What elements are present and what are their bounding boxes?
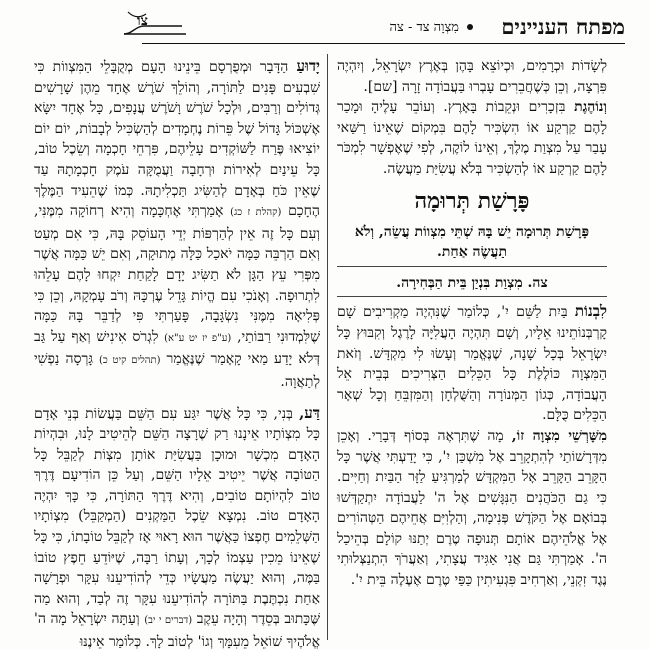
right-column (337, 56, 607, 591)
paragraph-lead: וְנוֹהֶגֶת (574, 99, 607, 116)
mitzvah-title: צה. מִצְוַת בִּנְיַן בֵּית הַבְּחִירָה. (396, 274, 548, 291)
page-number: צו (137, 13, 148, 29)
paragraph-text: בִּזְכָרִים וּנְקֵבוֹת בָּאָרֶץ. וְעוֹבֵר עָלֶיהָ וּמָכַר לָהֶם קַרְקַע אוֹ הִשְׂכִּיר לָהֶם בִּמְקוֹם שֶׁאֵינוֹ רַשַּׁאי עָבַר עַל מִצְוַת מֶלֶךְ, וְאֵינוֹ לוֹקֶה, לְפִי שֶׁאֶפְשָׁר לִמְכֹּר לָהֶם קַרְקַע אוֹ לְהַשְׂכִּיר בְּלֹא עֲשִׂיַּת מַעֲשֶׂה. (337, 99, 607, 177)
running-header (120, 10, 625, 44)
section-title: פָּרָשַׁת תְּרוּמָה (414, 187, 530, 214)
paragraph (337, 301, 607, 426)
paragraph-text: מָה שֶׁתִּרְאֶה בְּסוֹף דְּבָרַי. וְאָכֵן מִדְּרָשׁוֹתַי לְהִתְקָרֵב אֶל מִשְׁכַּן יִ', כִּי יָדַעְתִּי אֲשֶׁר כָּל הַקָּרֵב הַקָּרֵב אָל הַמִּקְדָּשׁ לְמַרְגִּיעַ לַזָּר הַבַּיִת וְחַיִּים. כִּי גַם הַכֹּהֲנִים הַנִּגָּשִׁים אֶל ה' לַעֲבוֹדָה יִתְקַדְּשׁוּ בְּבוֹאָם אֶל הַקֹּדֶשׁ פְּנִימָה, וְהַלְוִיִּם אֲחֵיהֶם הַטְּהוֹרִים אֶל אֱלֹהֵיהֶם אוֹתָם תְּנוּפָה טֶרֶם יְתַנּוּ קוֹלָם בְּהֵיכַל ה'. אָמַרְתִּי גַּם אֲנִי אַגִּיד עֲצָתִי, וְאַעֲרֹךְ הִתְנַצְּלוּתִי נֶגֶד זִקְנֵי, וְאַרְחִיב פִּגְעִיתִין כַּפַּי טֶרֶם אֶעֶלֶה בֵּית יִ'. (337, 427, 607, 589)
paragraph-text: בַּיִת לַשֵּׁם יִ', כְּלוֹמַר שֶׁנִּהְיֶה מַקְרִיבִים שָׁם קָרְבְּנוֹתֵינוּ אֵלָיו, וְשָׁם תִּהְיֶה הָעֲלִיָּה לָרֶגֶל וְקִבּוּץ כָּל יִשְׂרָאֵל בְּכָל שָׁנָה, שֶׁנֶּאֱמַר וְעָשׂוּ לִי מִקְדָּשׁ. וְזֹאת הַמִּצְוָה כּוֹלֶלֶת כָּל הַכֵּלִים הַצְּרִיכִים בְּבֵית אֵל הָעֲבוֹדָה, כְּגוֹן הַמְּנוֹרָה וְהַשֻּׁלְחָן וְהַמִּזְבֵּחַ וְכָל שְׁאָר הַכֵּלִים כֻּלָּם. (337, 304, 607, 424)
header-rule (142, 43, 625, 44)
spacer (34, 393, 320, 403)
paragraph-lead: יָדוּעַ (296, 57, 320, 75)
column-divider (327, 54, 328, 640)
citation: (דברים י יב) (144, 615, 193, 627)
paragraph-text: לִגְרֹס אִינִישׁ וְאַף עַל גַּב דְּלֹא יָדַע מַאי קָאָמַר שֶׁנֶּאֱמַר (34, 328, 321, 368)
divider (337, 266, 607, 267)
paragraph-text: אָמַרְתִּי אֶחְכָּמָה וְהִיא רְחוֹקָה מִמֶּנִּי, וְעִם כָּל זֶה אֵין לְהַרְפּוֹת יְדֵי הָעוֹסֵק בָּהּ, כִּי אִם מְעַט וְאִם הַרְבֵּה כַּמָּה יֹאכַל כַּלָּה מְתוּקָה, וְאִם יֵשׁ כַּמָּה אֲשֶׁר מִפְּרִי עֵץ הַגָּן לֹא תַשִּׂיג יָדָם לָקַחַת יִקְחוּ לָהֶם עָלֵהוּ לִתְרוּפָה. וְאָנֹכִי עִם הֱיוֹת גָּדֵל עֶרְכָּהּ וְרֹב עָמְקָהּ, וְכֵן כִּי פְּלִיאָה מִמֶּנִּי נִשְׂגָּבָה, פָּעַרְתִּי פִּי לְדַבֵּר בָּהּ כַּמָּה שֶׁלִּמְדוּנִי רַבּוֹתַי, (34, 203, 321, 345)
paragraph-text: הַדָּבָר וּמְפֻרְסָם בֵּינֵינוּ הָעָם מְקֻבָּלֵי הַמִּצְווֹת כִּי שִׁבְעִים פָּנִים לַתּוֹרָה, וְהוֹלֵךְ שֹׁרֶשׁ אֶחָד מֵהֶן שָׁרָשִׁים גְּדוֹלִים וְרַבִּים, וּלְכָל שֹׁרֶשׁ וָשֹׁרֶשׁ עֲנָפִים, כָּל אֶחָד יִשָּׂא אֶשְׁכּוֹל גָּדוֹל שֶׁל פֵּרוֹת נֶחְמָדִים לְהַשְׂכִּיל לְבָבוֹת, יוֹם יוֹם יוֹצִיאוּ פֶּרַח לַשּׁוֹקְדִים עָלֵיהֶם, פִּרְחֵי חָכְמָה וְשֵׂכֶל טוֹב, כָּל עֵינַיִם לְאִירוֹת וּרְחָבָה וַעֲמֻקָּה עֹמֶק חָכְמָתָהּ עַד שֶׁאֵין כֹּחַ בְּאָדָם לְהַשִּׂיג תַּכְלִיתָהּ. כְּמוֹ שֶׁהֵעִיד הַמֶּלֶךְ הֶחָכָם (34, 59, 320, 220)
citation: (תהלים קיט כ) (98, 355, 161, 367)
page-number-ornament (122, 4, 188, 38)
citation: (קהלת ז כג) (230, 207, 282, 219)
section-intro: פָּרָשַׁת תְּרוּמָה יֵשׁ בָּהּ שְׁתֵּי מִצְווֹת עֲשֵׂה, וְלֹא תַעֲשֶׂה אַחַת. (354, 223, 590, 261)
citation: (ע"פ יז יט ע"א) (164, 332, 232, 344)
left-column (34, 56, 320, 653)
paragraph (34, 56, 320, 393)
paragraph (34, 403, 320, 653)
header-title: מפתח העניינים (501, 14, 625, 39)
paragraph-lead: דַּע, (299, 403, 321, 422)
paragraph: לְשָׂדוֹת וּכְרָמִים, וּכְיוֹצֵא בָּהֶן בְּאֶרֶץ יִשְׂרָאֵל, וְיִהְיֶה פִּרְצָה, וְכֵן כְּשֶׁחֲבֵרִים עָבְרוּ בַּעֲבוֹדָה זָרָה [שם]. (337, 58, 607, 95)
paragraph-text: בְּנִי, כִּי כָּל אֲשֶׁר יִגַּע עִם הַשֵּׁם בַּעֲשׂוֹת בְּנֵי אָדָם כָּל מִצְוֹתָיו אֵינָנוּ רַק שֶׁרָצָה הַשֵּׁם לְהֵיטִיב לָנוּ, וּבִהְיוֹת הָאָדָם מִכְשָׁר וּמוּכָן בַּעֲשִׂיַּת אוֹתָן מִצְוֹת לְקַבֵּל כָּל הַטּוֹבָה אֲשֶׁר יֵיטִיב אֵלָיו הַשֵּׁם, וְעַל כֵּן הוֹדִיעָם דֶּרֶךְ טוֹב לִהְיוֹתָם טוֹבִים, וְהִיא דֶּרֶךְ הַתּוֹרָה, כִּי כָּךְ יִהְיֶה הָאָדָם טוֹב. נִמְצָא שֵׂכֶל הַמַּקְנִים (הַמְקַבֵּל) מִצְוֹתָיו הַשְּׁלֵמִים חֶפְצוֹ כַּאֲשֶׁר הוּא רָאוּי אָז לְקַבֵּל טוֹבָתוֹ, כִּי כָּל שֶׁאֵינוֹ מֵכִין עַצְמוֹ לְכָךְ, וְעָתוֹ רַבָּה, שֶׁיּוֹדֵעַ חֵפֶץ טוֹבוֹ בַּמֶּה, וְהוּא יַעֲשֶׂה מַעֲשָׂיו כְּדֵי לְהוֹדִיעֵנוּ עִקָּר וּפְרָשָׁה אַחַת נִכְתֶּבֶת בַּתּוֹרָה לְהוֹדִיעֵנוּ עִקָּר זֶה לְבַד, וְהוּא מַה שֶּׁכָּתוּב בְּסֵדֶר וְהָיָה עֵקֶב (34, 405, 321, 628)
divider (337, 296, 607, 297)
paragraph-lead: לִבְנוֹת (574, 302, 608, 321)
paragraph (337, 97, 607, 179)
header-subtitle: מִצְוָה צד - צה (389, 20, 459, 35)
paragraph-lead: מִשָּׁרְשֵׁי מִצְוָה זוֹ, (511, 427, 607, 444)
header-bullet (467, 24, 473, 30)
paragraph (337, 426, 607, 591)
paragraph-text: וְעַתָּה יִשְׂרָאֵל מָה ה' אֱלֹהֶיךָ שׁוֹאֵל מֵעִמָּךְ וְגוֹ' לְטוֹב לָךְ. כְּלוֹמַר אֵינֶנּוּ (34, 611, 320, 651)
paragraph-text: גָּרְסָה נַפְשִׁי לְתַאֲוָה. (34, 351, 320, 390)
